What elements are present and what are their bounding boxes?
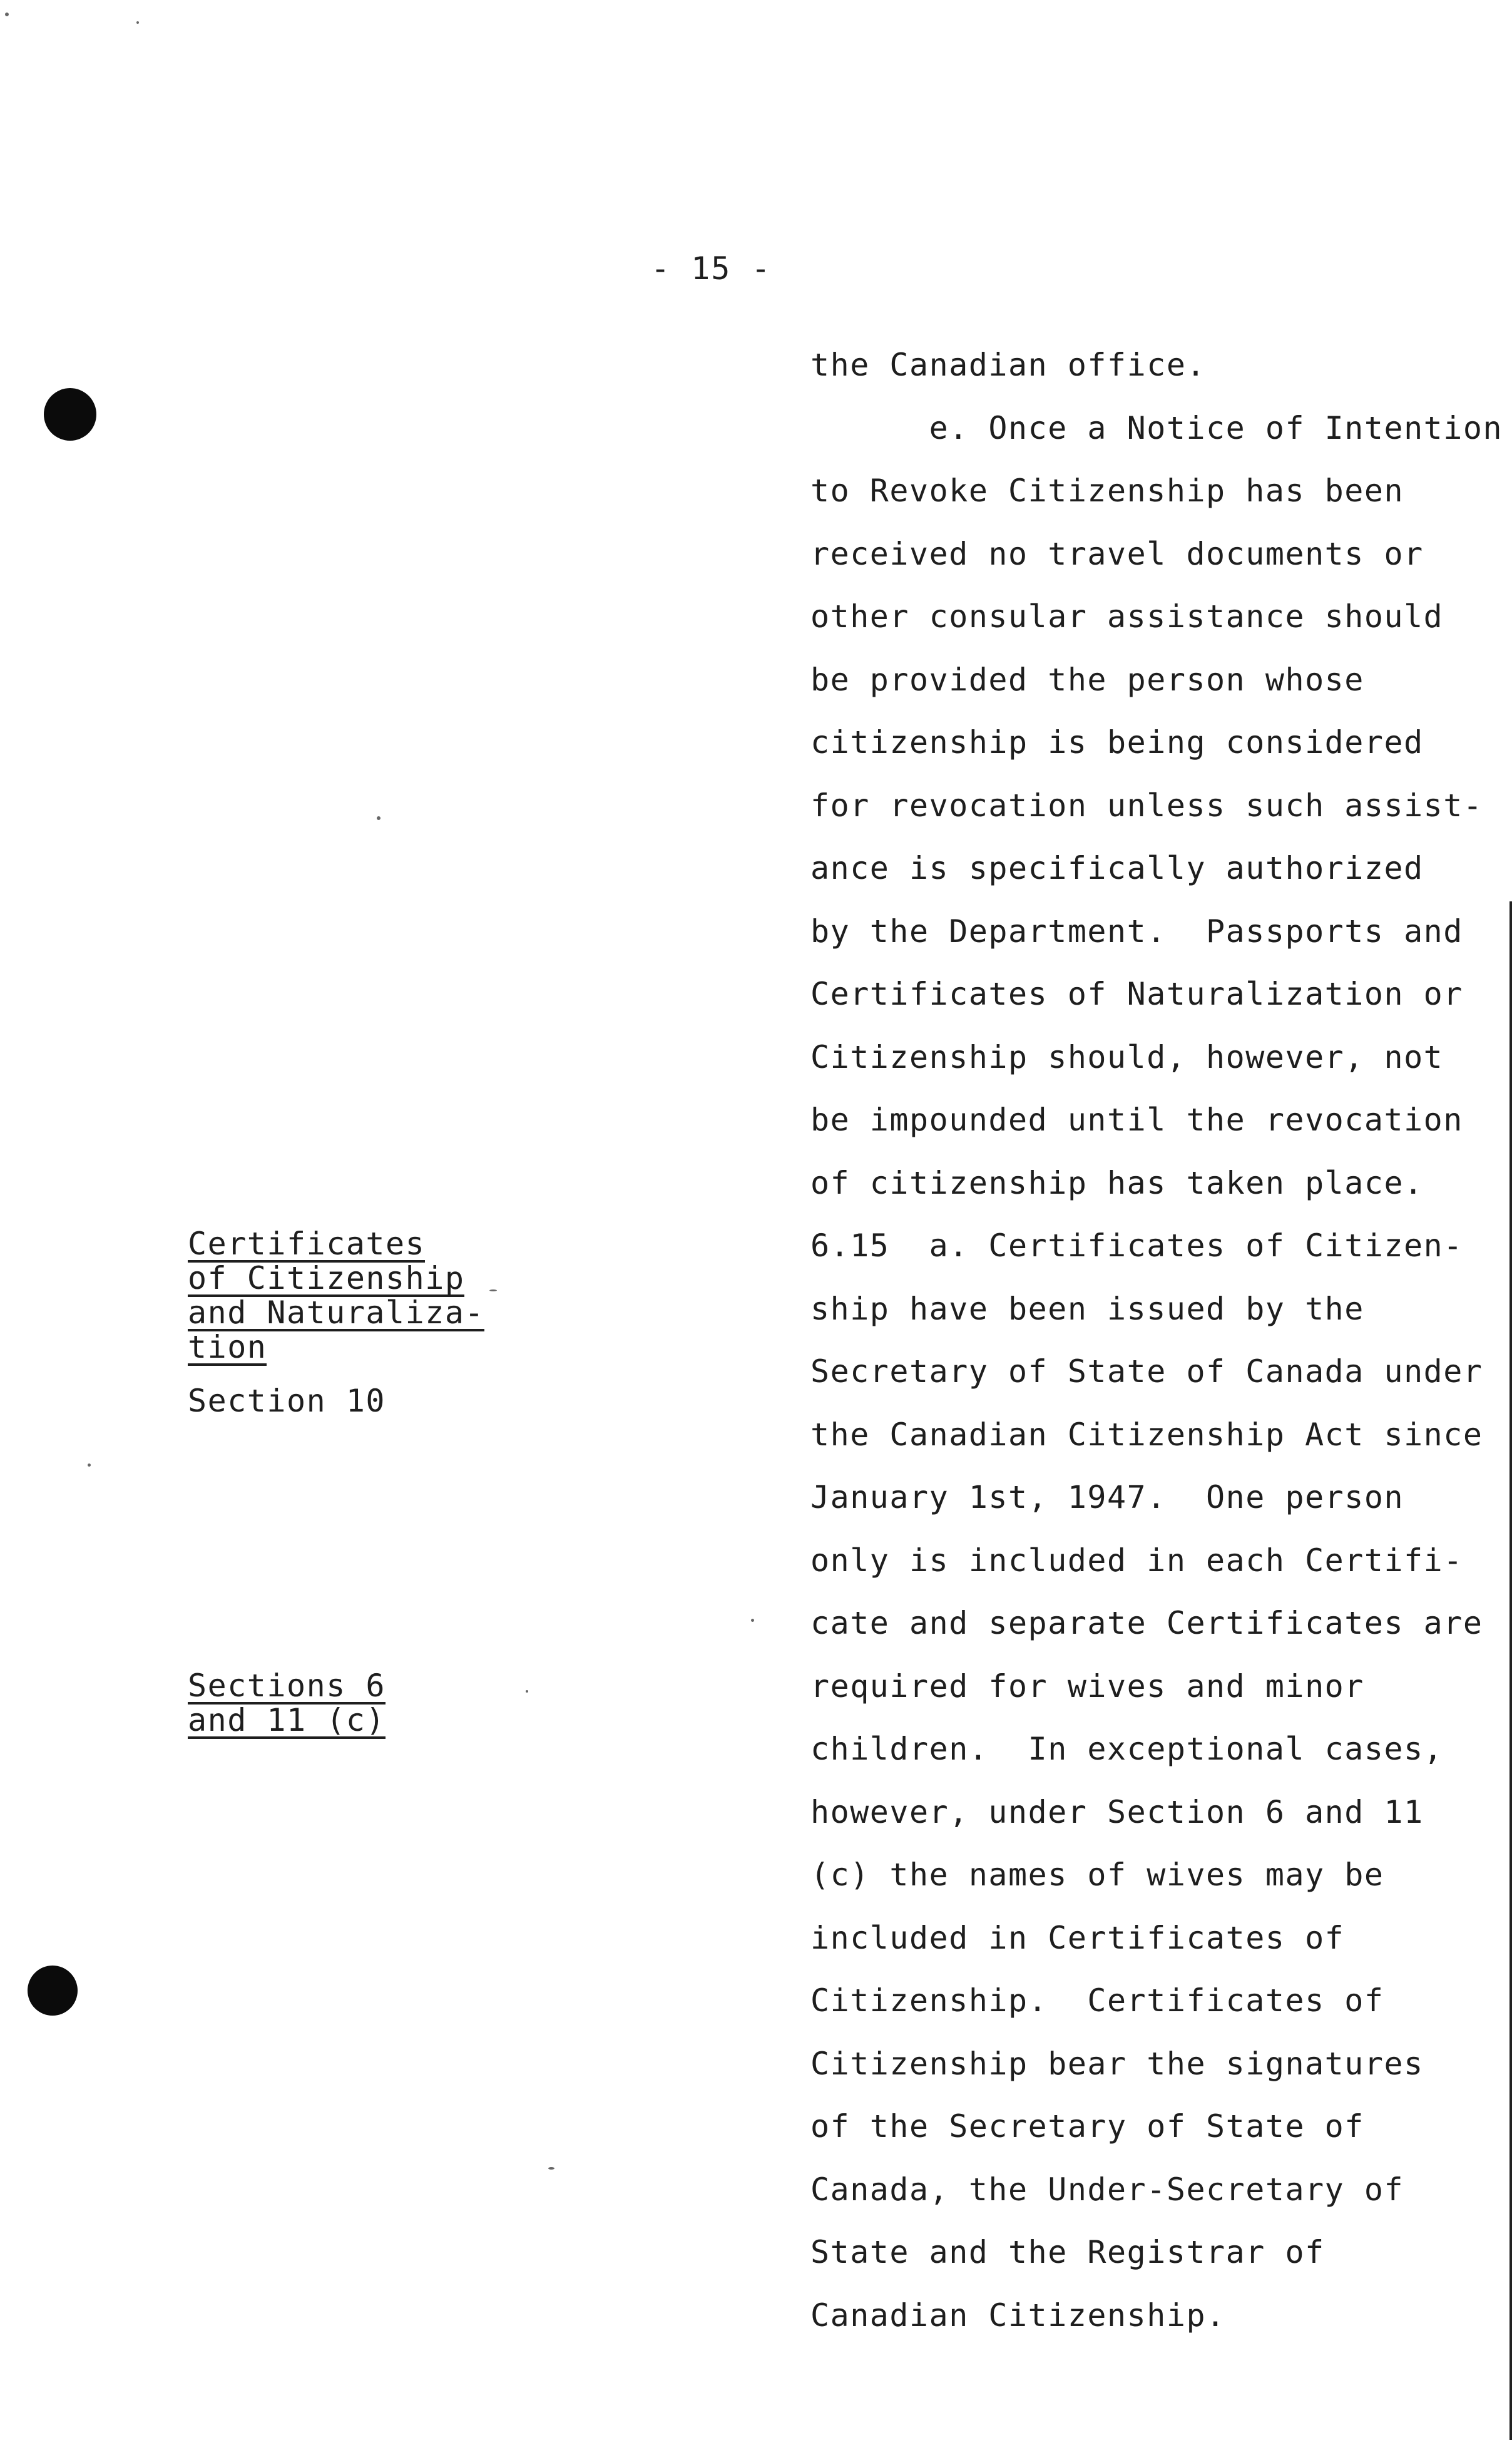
body-line: (c) the names of wives may be — [810, 1857, 1384, 1893]
speck — [526, 1690, 528, 1693]
speck — [5, 13, 9, 16]
body-line: the Canadian office. — [810, 347, 1207, 383]
body-line: included in Certificates of — [810, 1919, 1345, 1956]
body-line: citizenship is being considered — [810, 724, 1424, 761]
margin-note-certificates — [188, 1228, 484, 1366]
speck — [548, 2167, 554, 2170]
body-line: Citizenship should, however, not — [810, 1038, 1444, 1075]
body-line: of the Secretary of State of — [810, 2108, 1364, 2145]
margin-note-line: Certificates — [188, 1226, 426, 1262]
body-line: be provided the person whose — [810, 661, 1364, 698]
page-number: - 15 - — [651, 250, 772, 287]
body-line: only is included in each Certifi- — [810, 1542, 1463, 1579]
body-line: of citizenship has taken place. — [810, 1164, 1424, 1201]
punch-hole-top — [44, 388, 96, 441]
speck — [88, 1463, 91, 1467]
body-line: ship have been issued by the — [810, 1290, 1364, 1327]
body-line: Citizenship. Certificates of — [810, 1982, 1384, 2019]
body-line: to Revoke Citizenship has been — [810, 473, 1404, 509]
body-line: however, under Section 6 and 11 — [810, 1793, 1424, 1830]
margin-note-line: of Citizenship — [188, 1260, 465, 1296]
body-line: 6.15 a. Certificates of Citizen- — [810, 1228, 1463, 1264]
speck — [489, 1289, 497, 1291]
margin-note-line: and Naturaliza- — [188, 1294, 485, 1331]
speck — [136, 21, 139, 24]
body-line: Citizenship bear the signatures — [810, 2045, 1424, 2082]
margin-note-line: and 11 (c) — [188, 1702, 386, 1738]
margin-note-section-10: Section 10 — [188, 1383, 386, 1419]
body-line: children. In exceptional cases, — [810, 1731, 1444, 1767]
body-line: cate and separate Certificates are — [810, 1605, 1483, 1641]
margin-note-line: tion — [188, 1329, 267, 1365]
page-edge-shadow — [1509, 901, 1512, 2440]
body-text — [810, 343, 1503, 2356]
body-line: Canadian Citizenship. — [810, 2297, 1226, 2334]
body-line: e. Once a Notice of Intention — [810, 409, 1503, 446]
body-line: received no travel documents or — [810, 535, 1424, 572]
speck — [751, 1619, 754, 1622]
body-line: by the Department. Passports and — [810, 913, 1463, 950]
body-line: ance is specifically authorized — [810, 850, 1424, 886]
body-line: required for wives and minor — [810, 1668, 1364, 1704]
body-line: State and the Registrar of — [810, 2234, 1325, 2270]
body-line: the Canadian Citizenship Act since — [810, 1416, 1483, 1453]
body-line: be impounded until the revocation — [810, 1102, 1463, 1138]
body-line: for revocation unless such assist- — [810, 787, 1483, 824]
body-line: Secretary of State of Canada under — [810, 1353, 1483, 1390]
speck — [377, 816, 381, 820]
body-line: Canada, the Under-Secretary of — [810, 2171, 1404, 2208]
body-line: Certificates of Naturalization or — [810, 976, 1463, 1012]
punch-hole-bottom — [28, 1966, 78, 2016]
margin-note-line: Sections 6 — [188, 1668, 386, 1704]
body-line: January 1st, 1947. One person — [810, 1479, 1404, 1515]
body-line: other consular assistance should — [810, 598, 1444, 635]
margin-note-sections-6-11c — [188, 1670, 386, 1739]
